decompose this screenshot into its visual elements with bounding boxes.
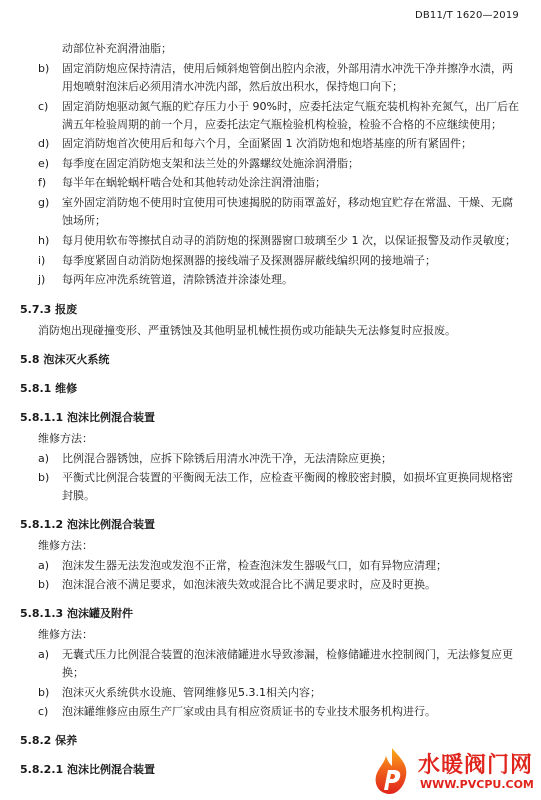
- section-heading: 5.8.1.3 泡沫罐及附件: [20, 607, 133, 620]
- text-line: 固定消防炮应保持清洁，使用后倾斜炮管倒出腔内余液，外部用清水冲洗干净并擦净水渍，两: [62, 62, 513, 75]
- text-line: 维修方法：: [38, 539, 93, 552]
- text-line: 每季度在固定消防炮支架和法兰处的外露螺纹处施涂润滑脂；: [62, 157, 359, 170]
- watermark-site-name: 水暖阀门网: [418, 753, 534, 778]
- list-marker: a): [38, 648, 50, 661]
- section-heading: 5.8 泡沫灭火系统: [20, 353, 110, 366]
- text-line: 室外固定消防炮不使用时宜使用可快速揭脱的防雨罩盖好，移动炮宜贮存在常温、干燥、无腐: [62, 196, 513, 209]
- list-marker: f): [38, 176, 47, 189]
- list-marker: j): [38, 273, 46, 286]
- list-marker: i): [38, 254, 46, 267]
- section-heading: 5.8.2 保养: [20, 734, 78, 747]
- list-marker: a): [38, 559, 50, 572]
- doc-code: DB11/T 1620—2019: [414, 10, 519, 21]
- list-marker: b): [38, 471, 50, 484]
- text-line: 泡沫罐维修应由原生产厂家或由具有相应资质证书的专业技术服务机构进行。: [62, 705, 436, 718]
- text-line: 满五年检验周期的前一个月，应委托法定气瓶检验机构检验，检验不合格的不应继续使用；: [62, 118, 502, 131]
- text-line: 消防炮出现碰撞变形、严重锈蚀及其他明显机械性损伤或功能缺失无法修复时应报废。: [38, 324, 456, 337]
- section-heading: 5.8.1 维修: [20, 382, 78, 395]
- section-heading: 5.8.1.1 泡沫比例混合装置: [20, 411, 155, 424]
- text-line: 维修方法：: [38, 628, 93, 641]
- text-line: 蚀场所；: [62, 214, 106, 227]
- text-line: 每半年在蜗轮蜗杆啮合处和其他转动处涂注润滑油脂；: [62, 176, 326, 189]
- list-marker: a): [38, 452, 50, 465]
- text-line: 泡沫混合液不满足要求，如泡沫液失效或混合比不满足要求时，应及时更换。: [62, 578, 436, 591]
- text-line: 平衡式比例混合装置的平衡阀无法工作，应检查平衡阀的橡胶密封膜，如损坏宜更换同规格密: [62, 471, 513, 484]
- text-line: 无囊式压力比例混合装置的泡沫液储罐进水导致渗漏，检修储罐进水控制阀门，无法修复应更: [62, 648, 513, 661]
- text-line: 每两年应冲洗系统管道，清除锈渣并涂漆处理。: [62, 273, 293, 286]
- section-heading: 5.8.2.1 泡沫比例混合装置: [20, 763, 155, 776]
- text-line: 用炮喷射泡沫后必须用清水冲洗内部，然后放出积水，保持炮口向下；: [62, 80, 403, 93]
- list-marker: b): [38, 686, 50, 699]
- list-marker: e): [38, 157, 50, 170]
- text-line: 比例混合器锈蚀，应拆下除锈后用清水冲洗干净，无法清除应更换；: [62, 452, 392, 465]
- section-heading: 5.8.1.2 泡沫比例混合装置: [20, 518, 155, 531]
- text-line: 封膜。: [62, 489, 95, 502]
- text-line: 维修方法：: [38, 432, 93, 445]
- text-line: 每季度紧固自动消防炮探测器的接线端子及探测器屏蔽线编织网的接地端子；: [62, 254, 436, 267]
- text-line: 每月使用软布等擦拭自动寻的消防炮的探测器窗口玻璃至少 1 次，以保证报警及动作灵敏度；: [62, 234, 516, 247]
- text-line: 固定消防炮首次使用后和每六个月，全面紧固 1 次消防炮和炮塔基座的所有紧固件；: [62, 137, 472, 150]
- text-line: 泡沫发生器无法发泡或发泡不正常，检查泡沫发生器吸气口，如有异物应清理；: [62, 559, 447, 572]
- list-marker: b): [38, 62, 50, 75]
- pv-logo-icon: [370, 746, 414, 796]
- watermark: [370, 744, 541, 800]
- list-marker: d): [38, 137, 50, 150]
- list-marker: b): [38, 578, 50, 591]
- text-line: 动部位补充润滑油脂；: [62, 42, 172, 55]
- list-marker: h): [38, 234, 50, 247]
- watermark-url: WWW.PVCPU.COM: [420, 778, 534, 791]
- text-line: 换；: [62, 666, 84, 679]
- text-line: 泡沫灭火系统供水设施、管网维修见5.3.1相关内容；: [62, 686, 321, 699]
- list-marker: c): [38, 705, 49, 718]
- list-marker: c): [38, 100, 49, 113]
- list-marker: g): [38, 196, 50, 209]
- text-line: 固定消防炮驱动氮气瓶的贮存压力小于 90%时，应委托法定气瓶充装机构补充氮气，出厂后在: [62, 100, 519, 113]
- section-heading: 5.7.3 报废: [20, 303, 78, 316]
